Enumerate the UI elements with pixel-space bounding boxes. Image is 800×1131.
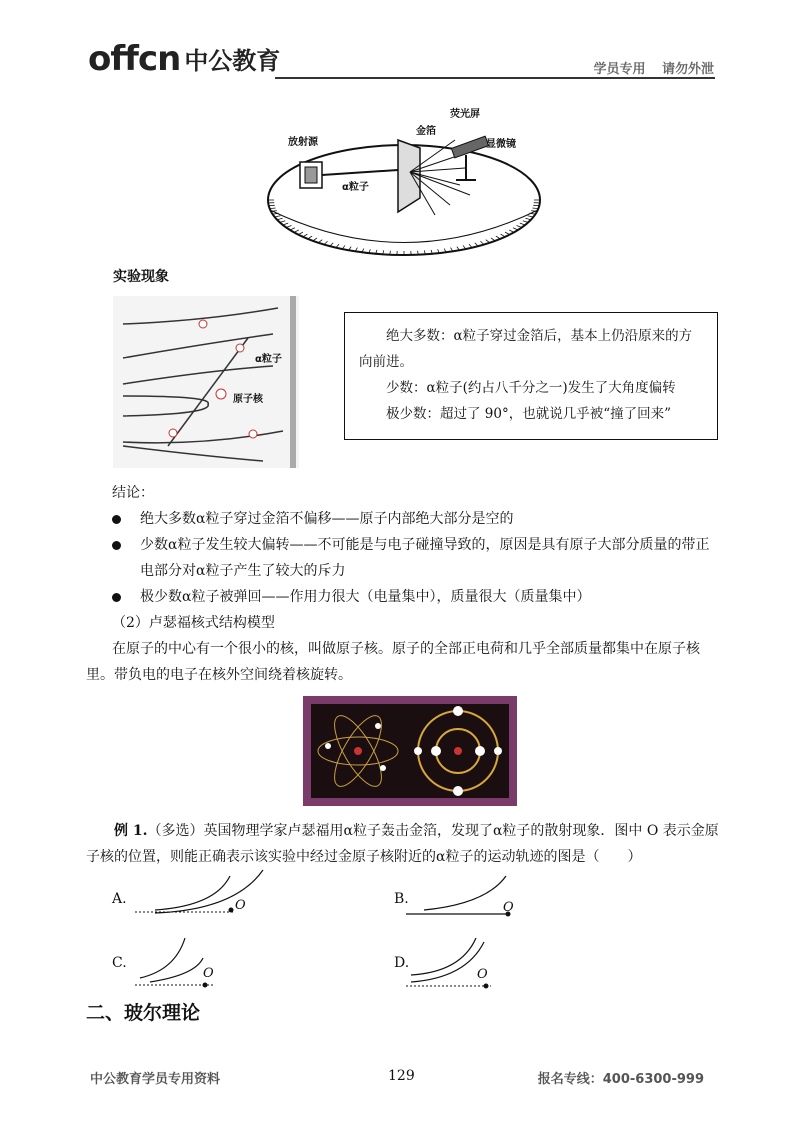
bullet-dot [112,593,121,602]
diagram-label-alpha: α粒子 [255,354,282,365]
option-c-figure [135,930,245,990]
option-a-point: O [235,898,246,913]
header-tags [581,58,714,77]
label-screen: 荧光屏 [450,109,480,120]
bullet-dot [112,541,121,550]
header-rule [275,77,715,79]
option-c-label: C. [112,955,127,971]
footer-hotline: 报名专线：400-6300-999 [537,1072,704,1087]
phenomenon-line-majority: 绝大多数：α粒子穿过金箔后，基本上仍沿原来的方向前进。 [359,328,693,370]
tag-no-leak: 请勿外泄 [661,62,714,77]
model-heading: （2）卢瑟福核式结构模型 [112,615,275,631]
logo [88,39,281,79]
phenomenon-line-few: 少数：α粒子(约占八千分之一)发生了大角度偏转 [386,380,676,396]
page-number: 129 [388,1068,415,1084]
atom-model-image [303,696,517,806]
trajectory-diagram [113,296,299,468]
example-text: （多选）英国物理学家卢瑟福用α粒子轰击金箔，发现了α粒子的散射现象．图中 O 表示金原子核的位置，则能正确表示该实验中经过金原子核附近的α粒子的运动轨迹的图是（ ） [86,823,719,865]
option-d-figure [406,930,516,990]
conclusion-item: 极少数α粒子被弹回——作用力很大（电量集中），质量很大（质量集中） [112,584,722,610]
phenomenon-box [344,312,718,440]
model-paragraph: 在原子的中心有一个很小的核，叫做原子核。原子的全部正电荷和几乎全部质量都集中在原子核里。带负电的电子在核外空间绕着核旋转。 [86,641,700,683]
tag-student-only: 学员专用 [593,62,646,77]
footer-left: 中公教育学员专用资料 [90,1072,221,1087]
option-c-point: O [203,966,214,981]
label-source: 放射源 [288,137,318,148]
phenomenon-line-rare: 极少数：超过了 90°，也就说几乎被“撞了回来” [386,406,672,422]
section-title-phenomenon: 实验现象 [113,269,169,285]
option-b-point: O [503,900,514,915]
option-a-label: A. [112,891,127,907]
option-b-label: B. [394,891,409,907]
conclusion-item: 绝大多数α粒子穿过金箔不偏移——原子内部绝大部分是空的 [112,506,722,532]
bullet-dot [112,515,121,524]
option-d-label: D. [394,955,410,971]
option-d-point: O [477,967,488,982]
label-microscope: 显微镜 [486,139,516,150]
diagram-label-nucleus: 原子核 [233,394,263,405]
conclusion-item: 少数α粒子发生较大偏转——不可能是与电子碰撞导致的，原因是具有原子大部分质量的带正电部分对α粒子产生了较大的斥力 [112,532,722,584]
example-question [86,818,722,870]
section-title-bohr: 二、玻尔理论 [86,1002,201,1024]
scattering-apparatus-figure [260,100,550,260]
label-alpha: α粒子 [342,182,369,193]
conclusion-label: 结论： [112,485,154,501]
label-foil: 金箔 [416,126,436,137]
logo-text: offcn [88,39,181,79]
example-label: 例 1. [114,823,148,839]
logo-cn: 中公教育 [184,47,281,75]
option-a-figure [135,866,275,918]
